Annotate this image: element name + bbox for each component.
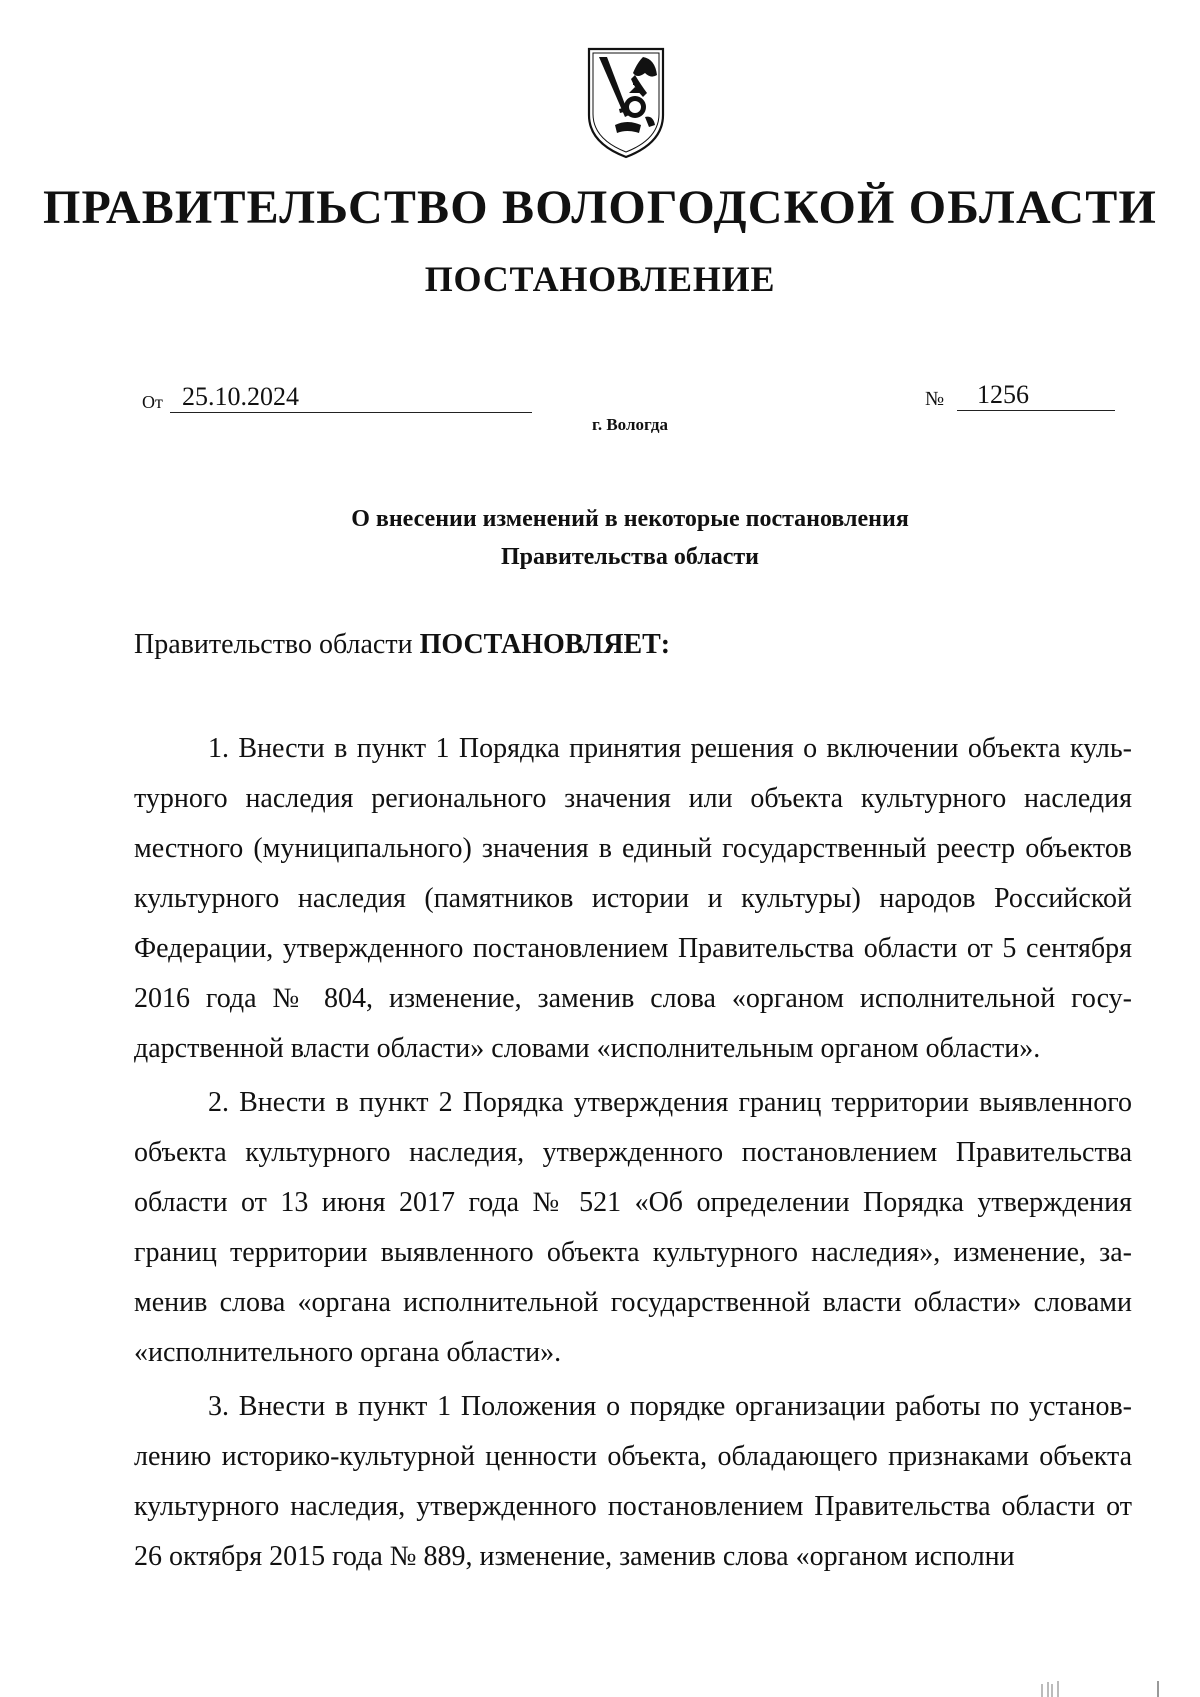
number-sign: № [925, 388, 945, 410]
resolve-statement [134, 627, 670, 663]
document-subject [0, 500, 1200, 576]
number-field [925, 380, 1115, 412]
date-field [142, 382, 392, 414]
government-title: ПРАВИТЕЛЬСТВО ВОЛОГОДСКОЙ ОБЛАСТИ [42, 181, 1158, 234]
scan-artifact-marks [1040, 1678, 1190, 1697]
resolve-prefix: Правительство области [134, 629, 413, 660]
paragraph-3: 3. Внести в пункт 1 Положения о порядке организации работы по установлению историко-культурной ценности объекта, обладающего признаками объекта культурного наследия, утвержденного постановлением Правительства области от 26 октября 2015 года № 889, изменение, заменив слова «органом исполни [134, 1391, 1132, 1572]
resolve-keyword: ПОСТАНОВЛЯЕТ: [419, 629, 671, 660]
coat-of-arms-icon [585, 45, 667, 163]
subject-line-1: О внесении изменений в некоторые постановления [351, 506, 909, 532]
document-date: 25.10.2024 [182, 382, 299, 411]
document-body [134, 724, 1132, 1586]
paragraph-1: 1. Внести в пункт 1 Порядка принятия решения о включении объекта культурного наследия регионального значения или объекта культурного наследия местного (муниципального) значения в единый государственный реестр объектов культурного наследия (памятников истории и культуры) народов Российской Федерации, утвержденного постановлением Правительства области от 5 сентября 2016 года № 804, изменение, заменив слова «органом исполнительной государственной власти области» словами «исполнительным органом области». [134, 733, 1132, 1064]
date-prefix: От [142, 392, 163, 412]
city-name: г. Вологда [592, 415, 668, 434]
date-underline [170, 412, 532, 413]
subject-line-2: Правительства области [501, 544, 759, 570]
document-type: ПОСТАНОВЛЕНИЕ [424, 259, 776, 299]
number-underline [957, 410, 1115, 411]
document-number: 1256 [977, 380, 1029, 409]
paragraph-2: 2. Внести в пункт 2 Порядка утверждения границ территории выявленного объекта культурного наследия, утвержденного постановлением Правительства области от 13 июня 2017 года № 521 «Об определении Порядка утверждения границ территории выявленного объекта культурного наследия», изменение, заменив слова «органа исполнительной государственной власти области» словами «исполнительного органа области». [134, 1087, 1132, 1368]
